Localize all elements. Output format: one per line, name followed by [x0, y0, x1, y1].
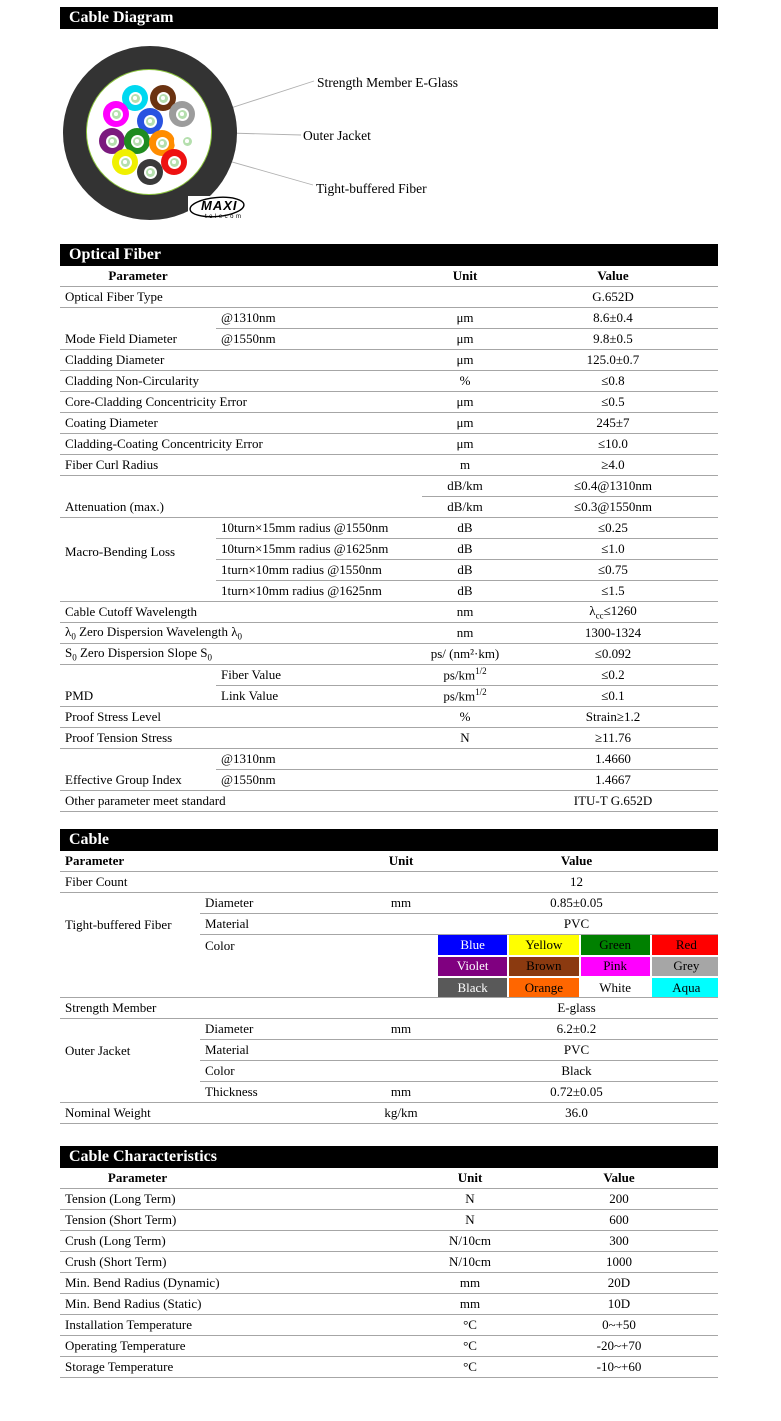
table-row — [60, 707, 718, 728]
unit-header: Unit — [367, 851, 435, 872]
value-cell: ≤0.75 — [508, 560, 718, 581]
sub-param-cell: 1turn×10mm radius @1550nm — [216, 560, 422, 581]
table-row — [60, 434, 718, 455]
value-cell: 0.85±0.05 — [435, 893, 718, 914]
param-cell: Installation Temperature — [60, 1315, 420, 1336]
fiber-buffer-ring — [176, 108, 189, 121]
fiber-buffer-ring — [144, 115, 157, 128]
table-row — [60, 1336, 718, 1357]
unit-cell — [422, 749, 508, 770]
section-title-text: Cable Diagram — [69, 9, 174, 26]
unit-cell: μm — [422, 308, 508, 329]
value-header: Value — [508, 266, 718, 287]
param-cell: $S_0$ Zero Dispersion Slope $S_0$ — [60, 644, 422, 665]
fiber-buffer-ring — [156, 137, 169, 150]
unit-cell: μm — [422, 434, 508, 455]
fiber-buffer-ring — [110, 108, 123, 121]
unit-cell: dB/km — [422, 476, 508, 497]
value-cell: ≤1.5 — [508, 581, 718, 602]
fiber-grey — [169, 101, 195, 127]
value-cell: Strain≥1.2 — [508, 707, 718, 728]
value-cell: -10~+60 — [520, 1357, 718, 1378]
fiber-core — [146, 168, 155, 177]
group-cell: PMD — [60, 665, 216, 707]
table-header-row — [60, 266, 718, 287]
sub-param-cell: @1550nm — [216, 770, 422, 791]
value-cell: ≤0.092 — [508, 644, 718, 665]
group-cell: Mode Field Diameter — [60, 308, 216, 350]
value-cell: 1.4660 — [508, 749, 718, 770]
value-cell: 600 — [520, 1210, 718, 1231]
brand-logo — [188, 196, 252, 226]
table-row — [60, 350, 718, 371]
param-cell: Fiber Curl Radius — [60, 455, 422, 476]
unit-cell: °C — [420, 1357, 520, 1378]
unit-cell: °C — [420, 1315, 520, 1336]
table-row — [60, 1357, 718, 1378]
color-swatch-green: Green — [581, 935, 650, 955]
unit-cell: % — [422, 707, 508, 728]
fiber-pink — [103, 101, 129, 127]
fiber-core — [146, 117, 155, 126]
value-cell: -20~+70 — [520, 1336, 718, 1357]
value-cell: ITU-T G.652D — [508, 791, 718, 812]
optical-fiber-table — [60, 266, 718, 812]
fiber-core — [159, 94, 168, 103]
param-cell: Min. Bend Radius (Static) — [60, 1294, 420, 1315]
param-cell: Other parameter meet standard — [60, 791, 422, 812]
param-cell: Core-Cladding Concentricity Error — [60, 392, 422, 413]
value-cell: E-glass — [435, 998, 718, 1019]
unit-cell: mm — [420, 1294, 520, 1315]
sub-param-cell: Fiber Value — [216, 665, 422, 686]
value-cell: 1000 — [520, 1252, 718, 1273]
value-cell: ≤0.5 — [508, 392, 718, 413]
fiber-color-grid — [435, 935, 718, 998]
fiber-core — [112, 110, 121, 119]
table-row — [60, 308, 718, 329]
table-row — [60, 371, 718, 392]
param-cell: Cladding-Coating Concentricity Error — [60, 434, 422, 455]
logo-brand-text: MAXI — [201, 198, 238, 213]
section-title-cable-diagram — [60, 7, 718, 29]
color-swatch-white: White — [581, 978, 650, 998]
section-title-text: Cable Characteristics — [69, 1148, 217, 1165]
fiber-buffer-ring — [157, 92, 170, 105]
unit-cell: N/10cm — [420, 1231, 520, 1252]
table-header-row — [60, 851, 718, 872]
fiber-core — [158, 139, 167, 148]
value-cell: $\lambda_{cc}\le 1260$ — [508, 602, 718, 623]
fiber-buffer-ring — [144, 166, 157, 179]
table-row — [60, 455, 718, 476]
unit-cell — [367, 1040, 435, 1061]
table-row — [60, 893, 718, 914]
unit-cell — [422, 287, 508, 308]
table-row — [60, 518, 718, 539]
sub-param-cell: Color — [200, 935, 367, 998]
unit-cell: μm — [422, 392, 508, 413]
param-cell: Min. Bend Radius (Dynamic) — [60, 1273, 420, 1294]
table-row — [60, 728, 718, 749]
sub-param-cell: Color — [200, 1061, 367, 1082]
unit-cell — [422, 770, 508, 791]
label-tight-buffered-fiber: Tight-buffered Fiber — [316, 181, 427, 196]
group-cell: Attenuation (max.) — [60, 476, 422, 518]
param-cell: Coating Diameter — [60, 413, 422, 434]
unit-cell: mm — [367, 1019, 435, 1040]
param-cell: Optical Fiber Type — [60, 287, 422, 308]
value-cell: PVC — [435, 914, 718, 935]
unit-cell: μm — [422, 350, 508, 371]
table-row — [60, 1231, 718, 1252]
value-cell: PVC — [435, 1040, 718, 1061]
section-title-cable — [60, 829, 718, 851]
color-swatch-aqua: Aqua — [652, 978, 718, 998]
table-row — [60, 413, 718, 434]
section-title-optical-fiber — [60, 244, 718, 266]
unit-cell — [367, 1061, 435, 1082]
color-swatch-yellow: Yellow — [509, 935, 578, 955]
value-cell: Black — [435, 1061, 718, 1082]
unit-cell: °C — [420, 1336, 520, 1357]
sub-param-cell: 1turn×10mm radius @1625nm — [216, 581, 422, 602]
section-title-text: Optical Fiber — [69, 246, 161, 263]
table-row — [60, 623, 718, 644]
table-row — [60, 1273, 718, 1294]
value-cell: ≤0.3@1550nm — [508, 497, 718, 518]
param-cell: Tension (Long Term) — [60, 1189, 420, 1210]
unit-cell: dB/km — [422, 497, 508, 518]
value-cell: ≤1.0 — [508, 539, 718, 560]
param-cell: Proof Tension Stress — [60, 728, 422, 749]
fiber-buffer-ring — [131, 135, 144, 148]
unit-cell: N — [422, 728, 508, 749]
cable-characteristics-table — [60, 1168, 718, 1378]
value-cell: 1.4667 — [508, 770, 718, 791]
table-row — [60, 1189, 718, 1210]
value-cell: 36.0 — [435, 1103, 718, 1124]
cable-cross-section-diagram — [60, 29, 718, 244]
fiber-buffer-ring — [106, 135, 119, 148]
unit-cell: μm — [422, 413, 508, 434]
table-header-row — [60, 1168, 718, 1189]
table-row — [60, 791, 718, 812]
logo-sub-text: telecom — [205, 214, 244, 220]
value-cell: ≥4.0 — [508, 455, 718, 476]
color-swatch-brown: Brown — [509, 957, 578, 977]
label-strength-member: Strength Member E-Glass — [317, 75, 458, 90]
table-row — [60, 872, 718, 893]
table-row — [60, 1252, 718, 1273]
fiber-core — [133, 137, 142, 146]
fiber-black — [137, 159, 163, 185]
value-cell: 0~+50 — [520, 1315, 718, 1336]
table-row — [60, 1019, 718, 1040]
label-outer-jacket: Outer Jacket — [303, 128, 371, 143]
sub-param-cell: Diameter — [200, 893, 367, 914]
value-cell: ≤0.1 — [508, 686, 718, 707]
sub-param-cell: Link Value — [216, 686, 422, 707]
unit-cell: % — [422, 371, 508, 392]
section-title-cable-characteristics — [60, 1146, 718, 1168]
unit-cell — [367, 872, 435, 893]
sub-param-cell: @1310nm — [216, 749, 422, 770]
unit-cell: $ps/km^{1/2}$ — [422, 686, 508, 707]
value-cell: 0.72±0.05 — [435, 1082, 718, 1103]
param-cell: Fiber Count — [60, 872, 367, 893]
unit-cell: nm — [422, 623, 508, 644]
param-cell: Storage Temperature — [60, 1357, 420, 1378]
unit-cell — [367, 998, 435, 1019]
unit-cell: $ps/km^{1/2}$ — [422, 665, 508, 686]
color-swatch-red: Red — [652, 935, 718, 955]
unit-cell: ps/ (nm²·km) — [422, 644, 508, 665]
unit-cell — [422, 791, 508, 812]
value-cell: 200 — [520, 1189, 718, 1210]
parameter-header: Parameter — [60, 851, 200, 872]
table-row — [60, 644, 718, 665]
value-cell: 6.2±0.2 — [435, 1019, 718, 1040]
fiber-core — [108, 137, 117, 146]
value-cell: 245±7 — [508, 413, 718, 434]
unit-cell: dB — [422, 539, 508, 560]
sub-param-cell: @1310nm — [216, 308, 422, 329]
param-cell: Nominal Weight — [60, 1103, 367, 1124]
fiber-core — [183, 137, 192, 146]
fiber-core — [131, 94, 140, 103]
value-cell: G.652D — [508, 287, 718, 308]
value-cell: ≥11.76 — [508, 728, 718, 749]
table-row — [60, 1103, 718, 1124]
unit-cell: μm — [422, 329, 508, 350]
color-swatch-violet: Violet — [438, 957, 507, 977]
param-cell: Cladding Diameter — [60, 350, 422, 371]
fiber-red — [161, 149, 187, 175]
fiber-core — [121, 158, 130, 167]
color-swatch-black: Black — [438, 978, 507, 998]
param-cell: Operating Temperature — [60, 1336, 420, 1357]
fiber-buffer-ring — [168, 156, 181, 169]
value-cell: 8.6±0.4 — [508, 308, 718, 329]
value-cell: 1300-1324 — [508, 623, 718, 644]
unit-cell: dB — [422, 560, 508, 581]
table-row — [60, 665, 718, 686]
param-cell: Crush (Short Term) — [60, 1252, 420, 1273]
unit-cell: dB — [422, 581, 508, 602]
table-row — [60, 1315, 718, 1336]
spacer-cell — [200, 851, 367, 872]
value-cell: 12 — [435, 872, 718, 893]
table-row — [60, 1210, 718, 1231]
param-cell: Tension (Short Term) — [60, 1210, 420, 1231]
fiber-core — [170, 158, 179, 167]
value-cell: 300 — [520, 1231, 718, 1252]
table-row — [60, 998, 718, 1019]
value-cell: 20D — [520, 1273, 718, 1294]
fiber-core — [178, 110, 187, 119]
unit-cell: N — [420, 1210, 520, 1231]
table-row — [60, 392, 718, 413]
sub-param-cell: Diameter — [200, 1019, 367, 1040]
value-cell: ≤0.25 — [508, 518, 718, 539]
value-header: Value — [435, 851, 718, 872]
parameter-header: Parameter — [60, 266, 216, 287]
sub-param-cell: Material — [200, 914, 367, 935]
unit-cell: N/10cm — [420, 1252, 520, 1273]
unit-cell — [367, 935, 435, 998]
color-swatch-grey: Grey — [652, 957, 718, 977]
unit-cell: m — [422, 455, 508, 476]
param-cell: Strength Member — [60, 998, 367, 1019]
fiber-buffer-ring — [129, 92, 142, 105]
fiber-yellow — [112, 149, 138, 175]
group-cell: Tight-buffered Fiber — [60, 893, 200, 998]
value-header: Value — [520, 1168, 718, 1189]
fiber-buffer-ring — [181, 135, 194, 148]
unit-cell: mm — [420, 1273, 520, 1294]
unit-header: Unit — [422, 266, 508, 287]
unit-cell — [367, 914, 435, 935]
unit-cell: N — [420, 1189, 520, 1210]
datasheet-page — [60, 0, 718, 1378]
table-row — [60, 602, 718, 623]
spacer-cell — [216, 266, 422, 287]
sub-param-cell: Thickness — [200, 1082, 367, 1103]
table-row — [60, 1294, 718, 1315]
group-cell: Effective Group Index — [60, 749, 216, 791]
sub-param-cell: 10turn×15mm radius @1625nm — [216, 539, 422, 560]
param-cell: Proof Stress Level — [60, 707, 422, 728]
sub-param-cell: @1550nm — [216, 329, 422, 350]
value-cell: ≤0.4@1310nm — [508, 476, 718, 497]
param-cell: Cable Cutoff Wavelength — [60, 602, 422, 623]
color-swatch-pink: Pink — [581, 957, 650, 977]
color-swatch-blue: Blue — [438, 935, 507, 955]
sub-param-cell: Material — [200, 1040, 367, 1061]
sub-param-cell: 10turn×15mm radius @1550nm — [216, 518, 422, 539]
value-cell: ≤10.0 — [508, 434, 718, 455]
unit-cell: kg/km — [367, 1103, 435, 1124]
value-cell: 10D — [520, 1294, 718, 1315]
color-swatch-orange: Orange — [509, 978, 578, 998]
unit-cell: mm — [367, 893, 435, 914]
unit-cell: mm — [367, 1082, 435, 1103]
value-cell: ≤0.2 — [508, 665, 718, 686]
table-row — [60, 749, 718, 770]
fiber-buffer-ring — [119, 156, 132, 169]
table-row — [60, 476, 718, 497]
group-cell: Outer Jacket — [60, 1019, 200, 1103]
unit-cell: nm — [422, 602, 508, 623]
param-cell: $\lambda_0$ Zero Dispersion Wavelength $\lambda_0$ — [60, 623, 422, 644]
param-cell: Crush (Long Term) — [60, 1231, 420, 1252]
table-row — [60, 287, 718, 308]
unit-cell: dB — [422, 518, 508, 539]
group-cell: Macro-Bending Loss — [60, 518, 216, 602]
value-cell: 9.8±0.5 — [508, 329, 718, 350]
param-cell: Cladding Non-Circularity — [60, 371, 422, 392]
section-title-text: Cable — [69, 831, 109, 848]
unit-header: Unit — [420, 1168, 520, 1189]
value-cell: 125.0±0.7 — [508, 350, 718, 371]
cable-table — [60, 851, 718, 1124]
parameter-header: Parameter — [60, 1168, 420, 1189]
value-cell: ≤0.8 — [508, 371, 718, 392]
